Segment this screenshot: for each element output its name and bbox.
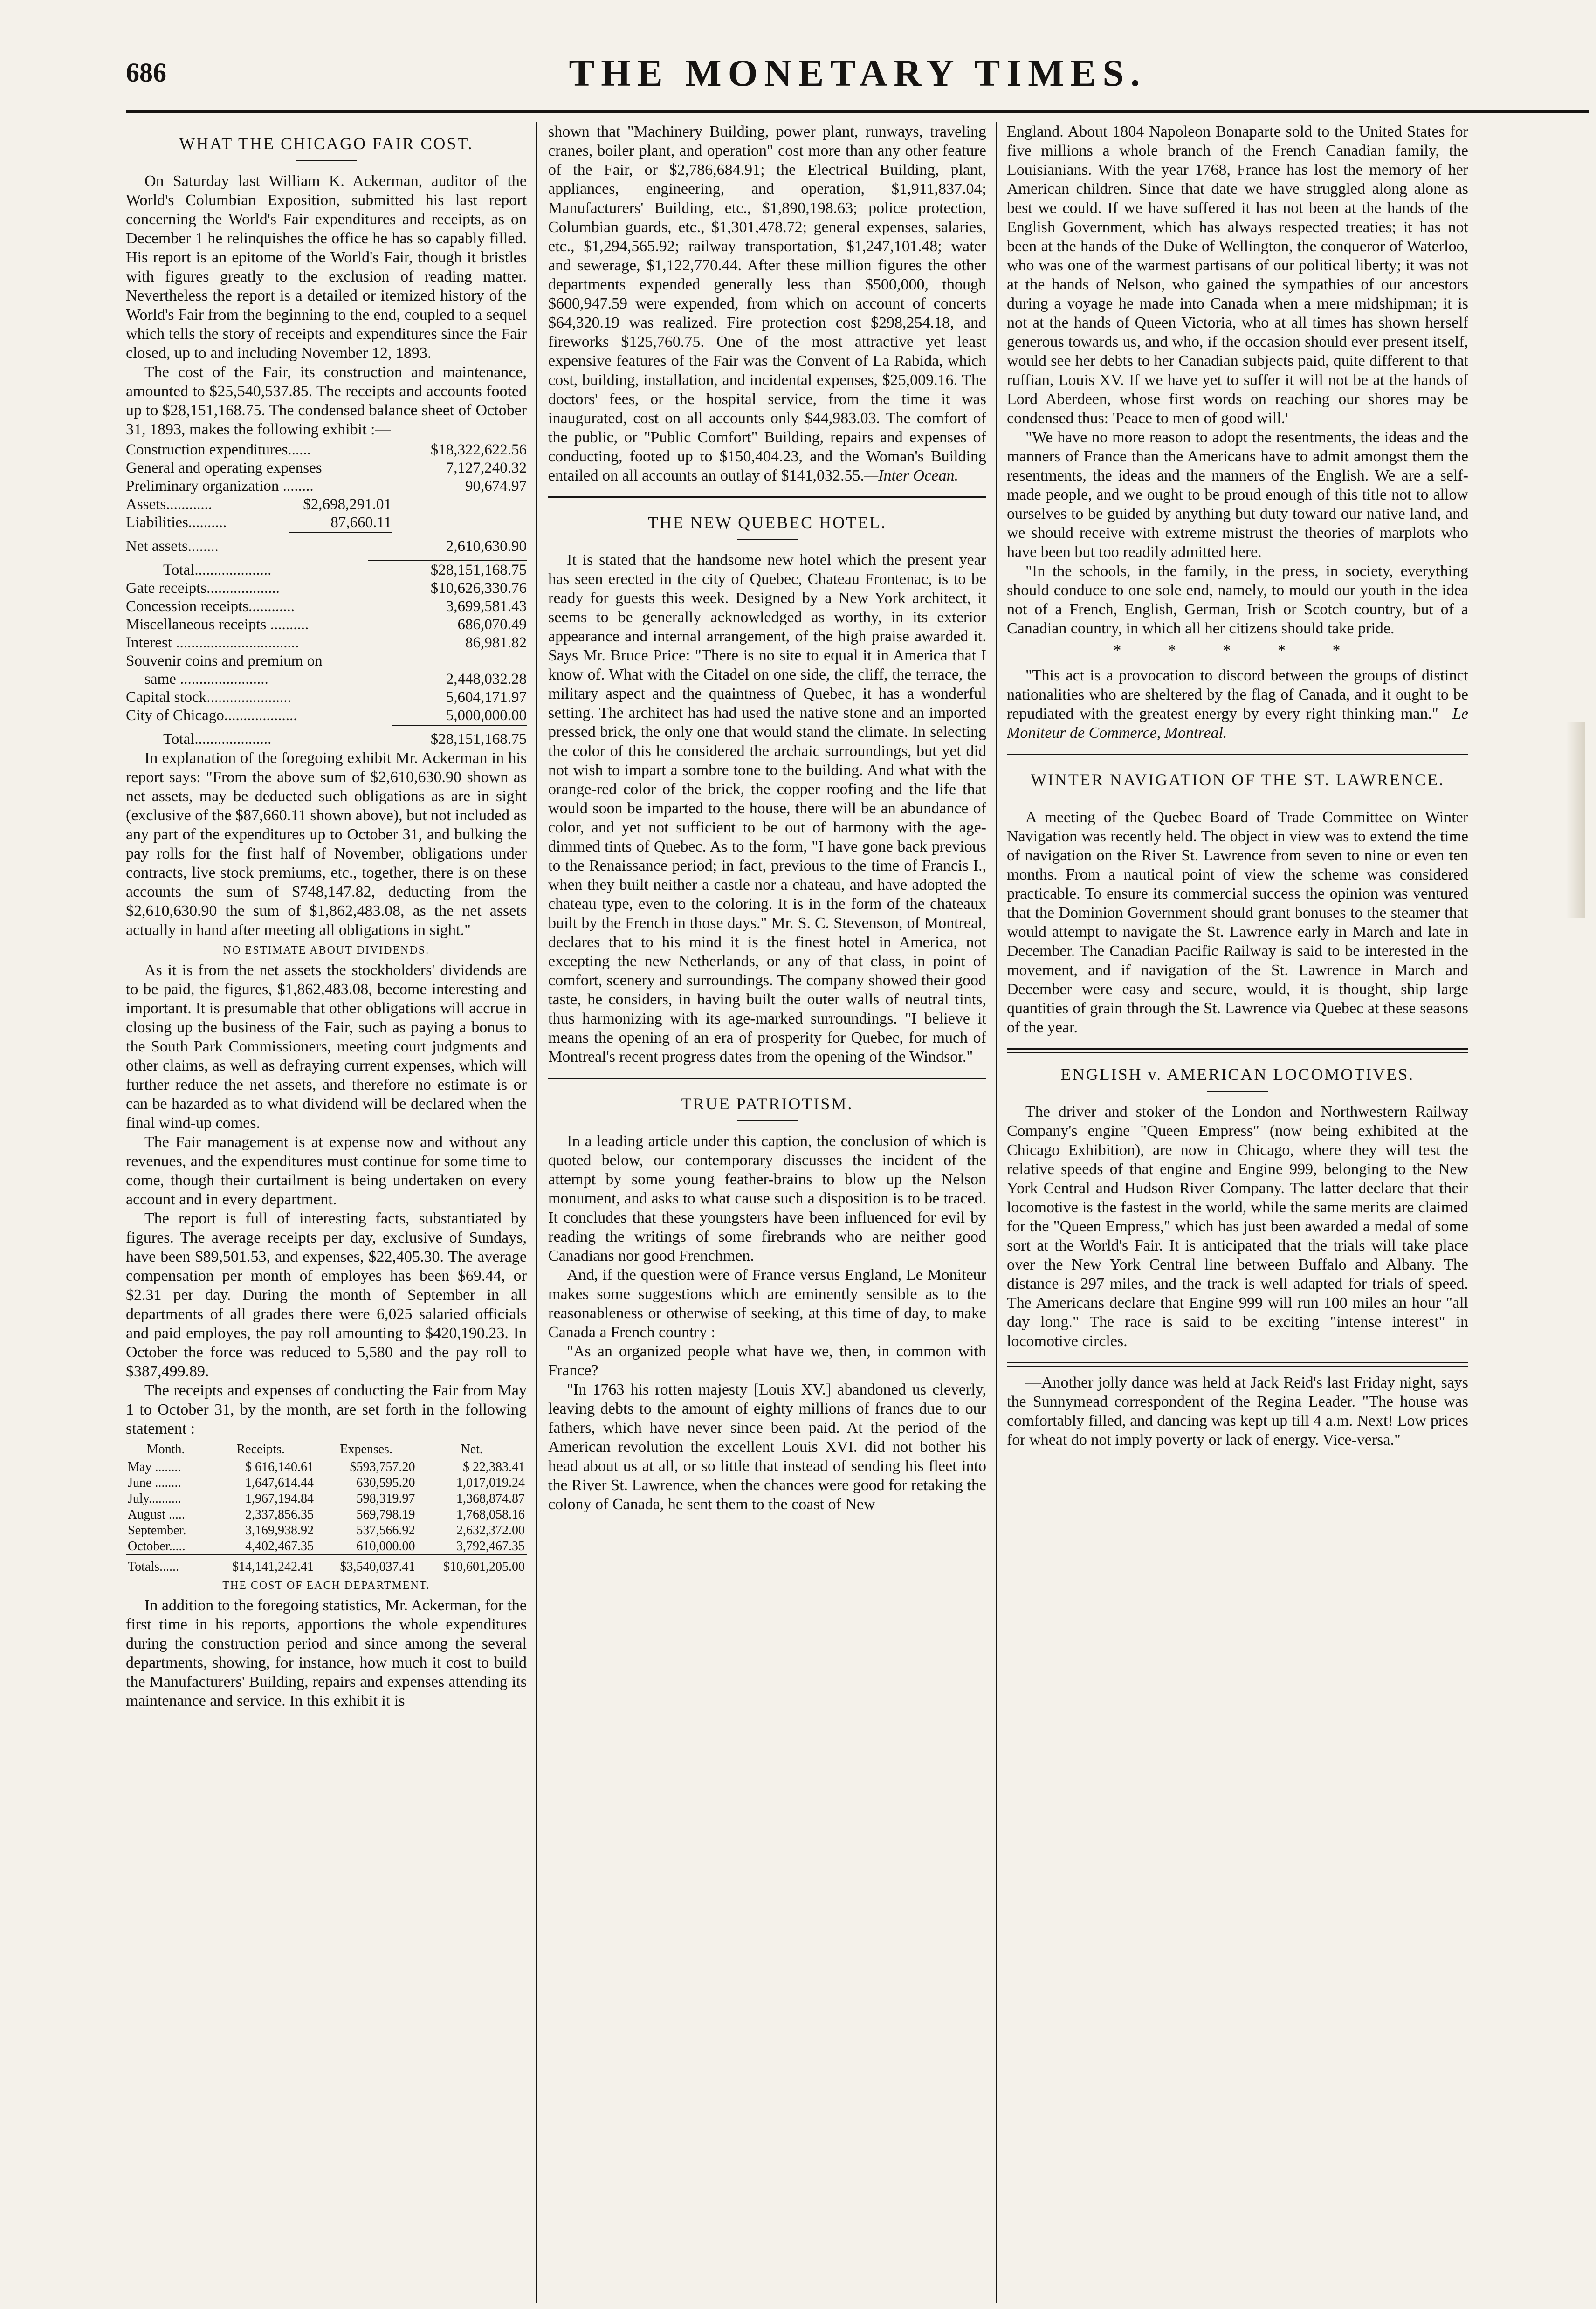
paragraph: The report is full of interesting facts, substantiated by figures. The average receipts per day, exclusive of Sundays, have been $89,501.53, and expenses, $22,405.30. The average compensation per month of employes has been $69.44, or $2.31 per day. During the month of September in all departments of all grades there were 6,025 salaried officials and paid employes, the pay roll amounting to $420,190.23. In October the force was reduced to 5,580 and the pay roll to $387,499.89. bbox=[126, 1210, 527, 1380]
title-rule bbox=[296, 160, 357, 161]
source-credit: —Inter Ocean. bbox=[864, 467, 959, 484]
column-divider bbox=[996, 122, 997, 2303]
article-title: WINTER NAVIGATION OF THE ST. LAWRENCE. bbox=[1030, 770, 1445, 789]
article-title: THE NEW QUEBEC HOTEL. bbox=[647, 513, 887, 532]
paragraph: In a leading article under this caption, the conclusion of which is quoted below, our contemporary discusses the incident of the attempt by some young feather-brains to blow up the Nelson monument, and asks to what cause such a disposition is to be traced. It concludes that these youngsters have been influenced for evil by reading the writings of some firebrands who are neither good Canadians nor good Frenchmen. bbox=[548, 1133, 986, 1264]
exhibit-row: Interest ................................ 86,981.82 bbox=[126, 634, 527, 651]
exhibit-total: Total.................... $28,151,168.75 bbox=[163, 731, 527, 748]
title-rule bbox=[1207, 1091, 1268, 1092]
monthly-statement-table bbox=[126, 1441, 527, 1575]
exhibit-row: Assets............ $2,698,291.01 bbox=[126, 496, 392, 513]
table-row: October..... 4,402,467.35 610,000.00 3,792,467.35 bbox=[128, 1539, 525, 1553]
table-totals-row: Totals...... $14,141,242.41 $3,540,037.41 $10,601,205.00 bbox=[126, 1555, 527, 1575]
page-title: THE MONETARY TIMES. bbox=[569, 52, 1147, 94]
paragraph: "In 1763 his rotten majesty [Louis XV.] abandoned us cleverly, leaving debts to the amount of eighty millions of francs due to our fathers, which have never since been paid. At the period of the American revolution the excellent Louis XVI. did not bother his head about us at all, or so little that instead of sending his fleet into the River St. Lawrence, when the chances were good for retaking the colony of Canada, he sent them to the coast of New bbox=[548, 1381, 986, 1513]
subheading: NO ESTIMATE ABOUT DIVIDENDS. bbox=[223, 944, 430, 956]
paragraph: "This act is a provocation to discord between the groups of distinct nationalities who are sheltered by the flag of Canada, and it ought to be repudiated with the greatest energy by every right thinking man."—Le Moniteur de Commerce, Montreal. bbox=[1007, 667, 1468, 742]
paragraph: "As an organized people what have we, then, in common with France? bbox=[548, 1343, 986, 1379]
paragraph: "In the schools, in the family, in the press, in society, everything should conduce to one sole end, namely, to mould our youth in the idea not of a French, English, German, Irish or Scotch country, but of a Canadian country, in which all her citizens should take pride. bbox=[1007, 563, 1468, 637]
exhibit-row: Gate receipts................... $10,626,330.76 bbox=[126, 580, 527, 597]
section-rule bbox=[548, 1078, 986, 1079]
source-credit: —Le Moniteur de Commerce, Montreal. bbox=[1007, 705, 1468, 742]
table-row: June ........ 1,647,614.44 630,595.20 1,017,019.24 bbox=[128, 1476, 525, 1490]
table-row: May ........ $ 616,140.61 $593,757.20 $ 22,383.41 bbox=[128, 1460, 525, 1474]
section-rule-thin bbox=[1007, 1052, 1468, 1053]
exhibit-row: Miscellaneous receipts .......... 686,070.49 bbox=[126, 616, 527, 633]
section-rule bbox=[548, 496, 986, 498]
exhibit-row: Preliminary organization ........ 90,674.97 bbox=[126, 478, 527, 495]
exhibit-row: General and operating expenses 7,127,240.32 bbox=[126, 460, 527, 476]
section-stars: * * * * * bbox=[1113, 642, 1362, 659]
exhibit-row: same ....................... 2,448,032.28 bbox=[144, 671, 527, 687]
article-title: TRUE PATRIOTISM. bbox=[681, 1094, 853, 1113]
paragraph: The cost of the Fair, its construction and maintenance, amounted to $25,540,537.85. The receipts and accounts footed up to $28,151,168.75. The condensed balance sheet of October 31, 1893, makes the following exhibit :— bbox=[126, 364, 527, 438]
column-3 bbox=[1007, 122, 1468, 2303]
paragraph: A meeting of the Quebec Board of Trade Committee on Winter Navigation was recently held. The object in view was to extend the time of navigation on the River St. Lawrence from seven to nine or even ten months. From a nautical point of view the scheme was considered practicable. To ensure its commercial success the opinion was ventured that the Dominion Government should grant bonuses to the steamer that would attempt to navigate the St. Lawrence early in March and late in December. The Canadian Pacific Railway is said to be interested in the movement, and if navigation of the St. Lawrence in March and December were easy and secure, would, it is thought, ship large quantities of grain through the St. Lawrence via Quebec at these seasons of the year. bbox=[1007, 809, 1468, 1036]
paragraph: On Saturday last William K. Ackerman, auditor of the World's Columbian Exposition, submitted his last report concerning the World's Fair expenditures and receipts, as on December 1 he relinquishes the office he has so capably filled. His report is an epitome of the World's Fair, though it bristles with figures greatly to the exclusion of reading matter. Nevertheless the report is a detailed or itemized history of the World's Fair from the beginning to the end, coupled to a sequel which tells the story of receipts and expenditures since the Fair closed, up to and including November 12, 1893. bbox=[126, 172, 527, 362]
exhibit-total: Total.................... $28,151,168.75 bbox=[163, 562, 527, 578]
exhibit-row: Capital stock...................... 5,604,171.97 bbox=[126, 689, 527, 706]
paragraph: As it is from the net assets the stockholders' dividends are to be paid, the figures, $1,862,483.08, become interesting and important. It is presumable that other obligations will accrue in closing up the business of the Fair, such as paying a bonus to the South Park Commissioners, meeting court judgments and other claims, as well as defraying current expenses, which will further reduce the net assets, and therefore no estimate is or can be hazarded as to what dividend will be declared when the final wind-up comes. bbox=[126, 962, 527, 1132]
paragraph: In addition to the foregoing statistics, Mr. Ackerman, for the first time in his reports, apportions the whole expenditures during the construction period and since among the several departments, showing, for instance, how much it cost to build the Manufacturers' Building, repairs and expenses attending its maintenance and service. In this exhibit it is bbox=[126, 1597, 527, 1710]
column-divider bbox=[536, 122, 537, 2303]
exhibit-row: Net assets........ 2,610,630.90 bbox=[126, 538, 527, 555]
table-row: July.......... 1,967,194.84 598,319.97 1,368,874.87 bbox=[128, 1491, 525, 1506]
paragraph: And, if the question were of France versus England, Le Moniteur makes some suggestions which are eminently sensible as to the reasonableness or otherwise of seeking, at this time of day, to make Canada a French country : bbox=[548, 1266, 986, 1341]
table-header-row: Month. Receipts. Expenses. Net. bbox=[146, 1442, 483, 1457]
paragraph: —Another jolly dance was held at Jack Reid's last Friday night, says the Sunnymead correspondent of the Regina Leader. "The house was comfortably filled, and dancing was kept up till 4 a.m. Next! Low prices for wheat do not imply poverty or lack of energy. Vice-versa." bbox=[1007, 1374, 1468, 1449]
exhibit-row: Souvenir coins and premium on bbox=[126, 653, 323, 669]
article-title: WHAT THE CHICAGO FAIR COST. bbox=[179, 134, 474, 153]
exhibit-row: Liabilities.......... 87,660.11 bbox=[126, 514, 527, 533]
page-fold-shadow bbox=[1566, 722, 1585, 918]
balance-exhibit bbox=[126, 441, 527, 749]
paragraph: The driver and stoker of the London and Northwestern Railway Company's engine "Queen Empress" (now being exhibited at the Chicago Exhibition), are now in Chicago, where they will test the relative speeds of that engine and Engine 999, belonging to the New York Central and Hudson River Company. The latter declare that their locomotive is the fastest in the world, while the same merits are claimed for the "Queen Empress," which has just been awarded a medal of some sort at the World's Fair. It is anticipated that the trials will take place over the New York Central line between Buffalo and Albany. The distance is 297 miles, and the track is well adapted for trials of speed. The Americans declare that Engine 999 will run 100 miles an hour "all day long." The race is said to be exciting "intense interest" in locomotive circles. bbox=[1007, 1103, 1468, 1350]
section-rule bbox=[1007, 1048, 1468, 1050]
page-number: 686 bbox=[126, 57, 166, 88]
title-rule bbox=[737, 539, 798, 540]
section-rule bbox=[1007, 1362, 1468, 1363]
paragraph: It is stated that the handsome new hotel which the present year has seen erected in the city of Quebec, Chateau Frontenac, is to be ready for guests this week. Designed by a New York architect, it seems to be generally acknowledged as worthy, in its exterior appearance and internal arrangement, of the high praise awarded it. Says Mr. Bruce Price: "There is no site to equal it in America that I know of. What with the Citadel on one side, the cliff, the terrace, the military aspect and the quaintness of Quebec, it has a wonderful setting. The architect has had used the native stone and an imported pressed brick, the only one that would stand the climate. In selecting the color of this he considered the archaic surroundings, but yet did not wish to impart a sombre tone to the building. And what with the orange-red color of the brick, the copper roofing and the life that would soon be imparted to the house, there will be an abundance of color, and yet not sufficient to be out of harmony with the age-dimmed tints of Quebec. As to the form, "I have gone back previous to the Renaissance period; in fact, previous to the time of Francis I., when they built neither a castle nor a chateau, and have adopted the chateau type, even to the coloring. It is in the form of the chateaux built by the French in those days." Mr. S. C. Stevenson, of Montreal, declares that to his mind it is the finest hotel in America, not excepting the new Netherlands, or any of that class, in point of comfort, scenery and surroundings. The company showed their good taste, he considers, in having built the outer walls of neutral tints, thus harmonizing with its age-marked surroundings. "I believe it means the opening of an era of prosperity for Quebec, for much of Montreal's recent progress dates from the opening of the Windsor." bbox=[548, 551, 986, 1065]
paragraph: shown that "Machinery Building, power plant, runways, traveling cranes, boiler plant, and operation" cost more than any other feature of the Fair, or $2,786,684.91; the Electrical Building, plant, appliances, engineering, and operation, $1,911,837.04; Manufacturers' Building, etc., $1,890,198.63; police protection, Columbian guards, etc., $1,301,478.72; general expenses, salaries, etc., $1,294,565.92; railway transportation, $1,247,101.48; water and sewerage, $1,122,770.44. After these million figures the other departments expended generally less than $500,000, though $600,947.59 were expended, from which on account of concerts $64,320.19 was realized. Fire protection cost $298,254.18, and fireworks $125,760.75. One of the most attractive yet least expensive features of the Fair was the Convent of La Rabida, which cost, building, installation, and incidental expenses, $25,009.16. The doctors' fees, or the hospital service, from the time it was inaugurated, cost on all accounts only $44,983.03. The comfort of the public, or "Public Comfort" Building, repairs and expenses of conducting, footed up to $150,404.23, and the Woman's Building entailed on all accounts an outlay of $141,032.55.—Inter Ocean. bbox=[548, 123, 986, 484]
exhibit-row: Construction expenditures...... $18,322,622.56 bbox=[126, 441, 527, 458]
header-rule bbox=[126, 110, 1589, 113]
table-row: September. 3,169,938.92 537,566.92 2,632,372.00 bbox=[128, 1523, 525, 1538]
exhibit-row: Concession receipts............ 3,699,581.43 bbox=[126, 598, 527, 615]
article-title: ENGLISH v. AMERICAN LOCOMOTIVES. bbox=[1060, 1065, 1415, 1084]
paragraph: In explanation of the foregoing exhibit Mr. Ackerman in his report says: "From the above sum of $2,610,630.90 shown as net assets, may be deducted such obligations as are in sight (exclusive of the $87,660.11 shown above), but not included as any part of the expenditures up to October 31, and bulking the pay rolls for the first half of November, obligations under contracts, live stock premiums, etc., together, there is on these accounts the sum of $748,147.82, deducting from the $2,610,630.90 the sum of $1,862,483.08, as the net assets actually in hand after meeting all obligations in sight." bbox=[126, 749, 527, 939]
paragraph: The receipts and expenses of conducting the Fair from May 1 to October 31, by the month, are set forth in the following statement : bbox=[126, 1382, 527, 1437]
subheading: THE COST OF EACH DEPARTMENT. bbox=[222, 1580, 430, 1592]
column-1 bbox=[126, 122, 527, 2303]
table-row: August ..... 2,337,856.35 569,798.19 1,768,058.16 bbox=[128, 1507, 525, 1522]
paragraph: England. About 1804 Napoleon Bonaparte sold to the United States for five millions a whole branch of the French Canadian family, the Louisianians. With the year 1768, France has lost the memory of her American children. Since that date we have struggled along alone as best we could. If we have suffered it has not been at the hands of the English Government, which has always respected treaties; it has not been at the hands of the Duke of Wellington, the conqueror of Waterloo, who was one of the warmest partisans of our political liberty; it was not at the hands of Nelson, who gained the sympathies of our ancestors during a voyage he made into Canada when a mere midshipman; it is not at the hands of Queen Victoria, who at all times has shown herself generous towards us, and who, if the occasion should ever present itself, would see her debts to her Canadian subjects paid, quite different to that ruffian, Louis XV. If we have yet to suffer it will not be at the hands of Lord Aberdeen, whose first words on reaching our shores may be condensed thus: 'Peace to men of good will.' bbox=[1007, 123, 1468, 427]
title-rule bbox=[737, 1120, 798, 1121]
page-header bbox=[126, 51, 1589, 98]
column-2 bbox=[548, 122, 986, 2303]
section-rule bbox=[1007, 754, 1468, 755]
section-rule-thin bbox=[1007, 1366, 1468, 1367]
paragraph: "We have no more reason to adopt the resentments, the ideas and the manners of France than the Americans have to admit amongst them the resentments, the ideas and the manners of the English. We are a self-made people, and we ought to be proud enough of this title not to allow ourselves to be guided by anything but duty toward our native land, and we should receive with extreme mistrust the theories of marplots who have been but too readily admitted here. bbox=[1007, 429, 1468, 561]
exhibit-row: City of Chicago................... 5,000,000.00 bbox=[126, 707, 527, 726]
paragraph: The Fair management is at expense now and without any revenues, and the expenditures must continue for some time to come, though their curtailment is being undertaken on every account and in every department. bbox=[126, 1134, 527, 1208]
